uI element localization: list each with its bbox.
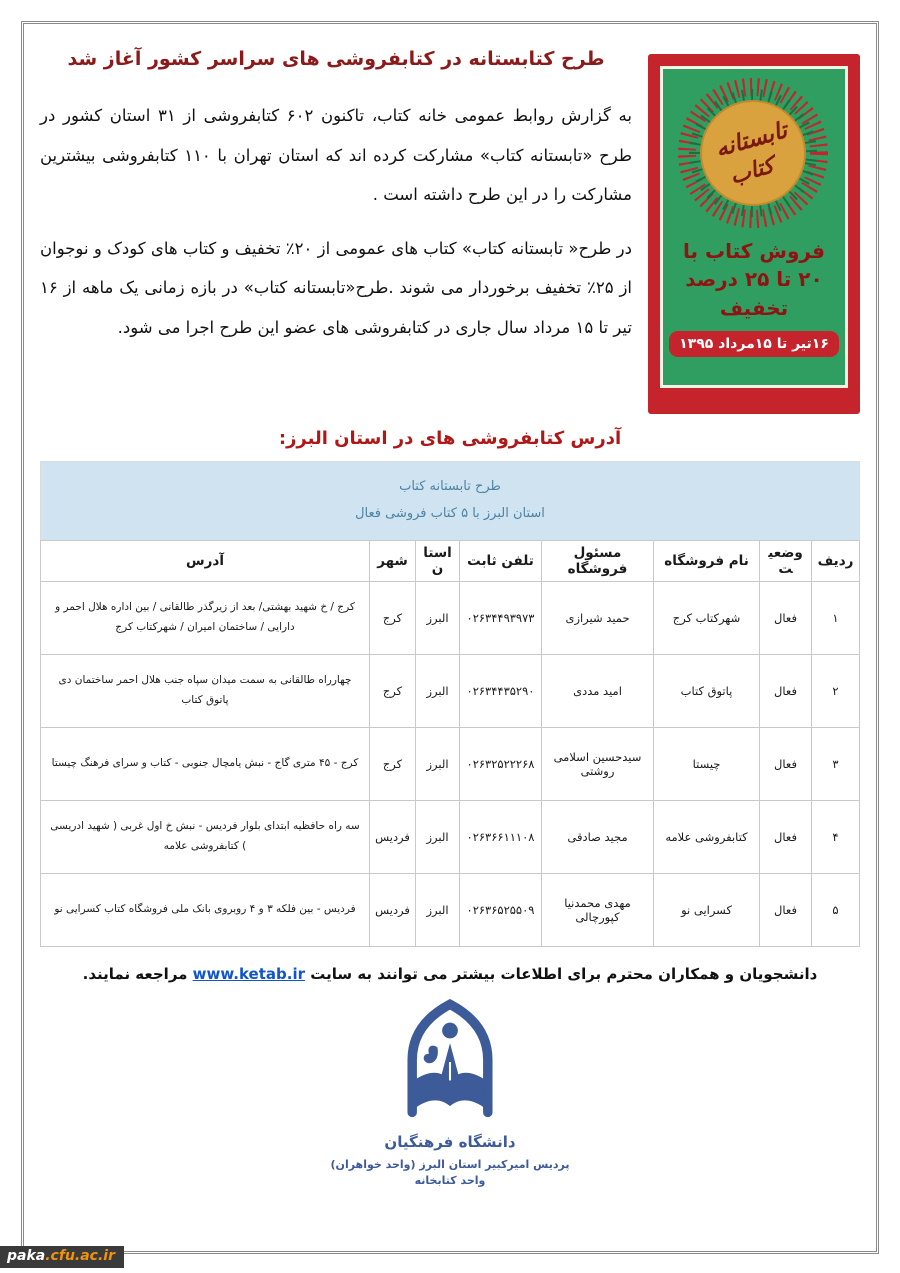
cell-index: ۲ <box>812 654 860 727</box>
table-row <box>41 727 860 800</box>
cell-city: کرج <box>370 654 416 727</box>
university-name: دانشگاه فرهنگیان <box>384 1132 516 1151</box>
article-paragraph-2: در طرح« تابستانه کتاب» کتاب های عمومی از ۲۰٪ تخفیف و کتاب های کودک و نوجوان از ۲۵٪ تخفیف برخوردار می شوند .طرح«تابستانه کتاب» در بازه زمانی یک ماهه از ۱۶ تیر تا ۱۵ مرداد سال جاری در کتابفروشی های عضو این طرح اجرا می شود. <box>40 238 632 337</box>
poster-date-badge: ۱۶تیر تا ۱۵مرداد ۱۳۹۵ <box>669 331 839 357</box>
cell-province: البرز <box>416 873 460 946</box>
cell-store: چیستا <box>654 727 760 800</box>
cell-store: کسرایی نو <box>654 873 760 946</box>
footer-note <box>40 965 860 983</box>
cell-phone: ۰۲۶۳۲۵۲۲۲۶۸ <box>460 727 542 800</box>
library-unit: واحد کتابخانه <box>414 1173 486 1187</box>
cell-address: کرج / خ شهید بهشتی/ بعد از زیرگذر طالقانی / بین اداره هلال احمر و دارایی / ساختمان امیران / شهرکتاب کرج <box>41 581 370 654</box>
col-header-city: شهر <box>370 540 416 581</box>
article-paragraph-1: به گزارش روابط عمومی خانه کتاب، تاکنون ۶۰۲ کتابفروشی از ۳۱ استان کشور در طرح «تابستانه کتاب» مشارکت کرده اند که استان تهران با ۱۱۰ کتابفروشی بیشترین مشارکت را در این طرح داشته است . <box>40 106 632 205</box>
cell-manager: مهدی محمدنیا کپورچالی <box>542 873 654 946</box>
table-header-band <box>40 461 860 540</box>
site-watermark <box>0 1246 124 1268</box>
cell-city: فردیس <box>370 800 416 873</box>
band-line2: استان البرز با ۵ کتاب فروشی فعال <box>355 506 545 522</box>
section-title-addresses: آدرس کتابفروشی های در استان البرز: <box>278 428 622 449</box>
cell-status: فعال <box>760 873 812 946</box>
watermark-part2: .cfu.ac.ir <box>45 1248 115 1264</box>
cell-manager: امید مددی <box>542 654 654 727</box>
poster-promo-text: فروش کتاب با ۲۰ تا ۲۵ درصد تخفیف <box>683 239 825 320</box>
cell-manager: مجید صادقی <box>542 800 654 873</box>
cell-status: فعال <box>760 581 812 654</box>
cell-status: فعال <box>760 727 812 800</box>
cell-manager: سیدحسین اسلامی روشتی <box>542 727 654 800</box>
footer-text-before: دانشجویان و همکاران محترم برای اطلاعات بیشتر می توانند به سایت <box>305 964 818 983</box>
cell-province: البرز <box>416 727 460 800</box>
col-header-province: استان <box>416 540 460 581</box>
cell-phone: ۰۲۶۳۶۶۱۱۱۰۸ <box>460 800 542 873</box>
cell-city: کرج <box>370 581 416 654</box>
cell-city: کرج <box>370 727 416 800</box>
sun-text-line1: تابستانه <box>712 117 791 163</box>
cell-manager: حمید شیرازی <box>542 581 654 654</box>
col-header-address: آدرس <box>41 540 370 581</box>
footer-text-after: مراجعه نمایند. <box>82 964 193 983</box>
cell-city: فردیس <box>370 873 416 946</box>
table-row <box>41 581 860 654</box>
university-logo-block <box>40 999 860 1187</box>
table-row <box>41 800 860 873</box>
cell-status: فعال <box>760 800 812 873</box>
sun-illustration <box>663 71 845 243</box>
band-line1: طرح تابستانه کتاب <box>399 479 501 494</box>
col-header-manager: مسئول فروشگاه <box>542 540 654 581</box>
cell-address: کرج - ۴۵ متری گاج - نبش یامچال جنوبی - کتاب و سرای فرهنگ چیستا <box>41 727 370 800</box>
table-row <box>41 654 860 727</box>
cell-address: فردیس - بین فلکه ۳ و ۴ روبروی بانک ملی فروشگاه کتاب کسرایی نو <box>41 873 370 946</box>
cell-province: البرز <box>416 581 460 654</box>
cell-phone: ۰۲۶۳۴۴۹۳۹۷۳ <box>460 581 542 654</box>
cell-store: شهرکتاب کرج <box>654 581 760 654</box>
cell-status: فعال <box>760 654 812 727</box>
cell-province: البرز <box>416 800 460 873</box>
ketab-website-link[interactable]: www.ketab.ir <box>192 964 305 983</box>
cell-index: ۱ <box>812 581 860 654</box>
page-title: طرح کتابستانه در کتابفروشی های سراسر کشور آغاز شد <box>67 48 605 70</box>
cell-store: پاتوق کتاب <box>654 654 760 727</box>
summer-book-plan-poster <box>648 54 860 414</box>
col-header-status: وضعیت <box>760 540 812 581</box>
farhangian-university-logo-icon <box>387 1108 513 1127</box>
cell-phone: ۰۲۶۳۴۴۳۵۲۹۰ <box>460 654 542 727</box>
cell-province: البرز <box>416 654 460 727</box>
sun-text-line2: کتاب <box>727 153 777 190</box>
cell-index: ۵ <box>812 873 860 946</box>
cell-store: کتابفروشی علامه <box>654 800 760 873</box>
poster-panel <box>660 66 848 388</box>
cell-address: سه راه حافظیه ابتدای بلوار فردیس - نبش خ اول غربی ( شهید ادریسی ) کتابفروشی علامه <box>41 800 370 873</box>
watermark-part1: paka <box>7 1248 46 1264</box>
table-header-row <box>41 540 860 581</box>
document-body <box>40 40 860 1187</box>
col-header-phone: تلفن ثابت <box>460 540 542 581</box>
table-row <box>41 873 860 946</box>
campus-name: پردیس امیرکبیر استان البرز (واحد خواهران) <box>330 1157 570 1171</box>
cell-phone: ۰۲۶۳۶۵۲۵۵۰۹ <box>460 873 542 946</box>
bookstores-table <box>40 540 860 947</box>
cell-address: چهارراه طالقانی به سمت میدان سپاه جنب هلال احمر ساختمان دی پاتوق کتاب <box>41 654 370 727</box>
col-header-index: ردیف <box>812 540 860 581</box>
cell-index: ۳ <box>812 727 860 800</box>
cell-index: ۴ <box>812 800 860 873</box>
col-header-store: نام فروشگاه <box>654 540 760 581</box>
